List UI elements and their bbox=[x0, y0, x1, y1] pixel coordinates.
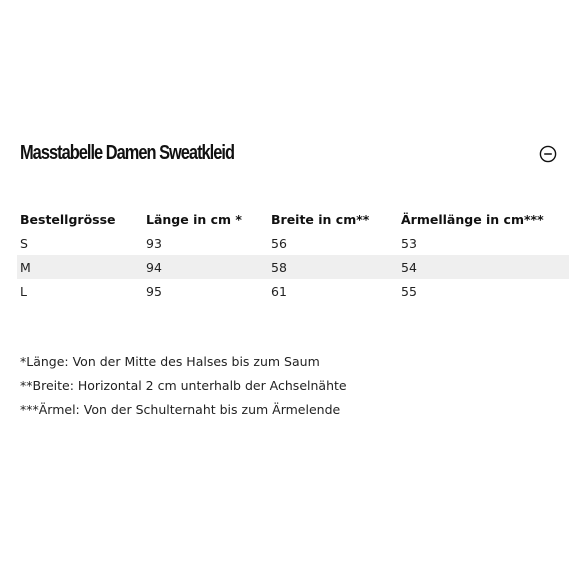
header-sleeve-length: Ärmellänge in cm*** bbox=[401, 211, 544, 227]
header-order-size: Bestellgrösse bbox=[20, 211, 116, 227]
footnote-length: *Länge: Von der Mitte des Halses bis zum Saum bbox=[20, 354, 320, 369]
header-width: Breite in cm** bbox=[271, 211, 370, 227]
cell-width: 58 bbox=[268, 255, 398, 279]
size-table bbox=[17, 207, 569, 303]
footnotes bbox=[20, 350, 347, 422]
cell-length: 94 bbox=[143, 255, 268, 279]
table-row bbox=[17, 255, 569, 279]
cell-sleeve: 54 bbox=[398, 255, 569, 279]
cell-width: 56 bbox=[271, 235, 287, 251]
cell-sleeve: 55 bbox=[401, 283, 417, 299]
minus-circle-icon[interactable] bbox=[539, 145, 557, 163]
cell-size: L bbox=[20, 283, 27, 299]
table-row bbox=[17, 279, 569, 303]
collapse-button[interactable] bbox=[539, 145, 557, 163]
cell-size: M bbox=[17, 255, 143, 279]
cell-size: S bbox=[20, 235, 28, 251]
table-row bbox=[17, 231, 569, 255]
footnote-sleeve: ***Ärmel: Von der Schulternaht bis zum Ärmelende bbox=[20, 402, 341, 417]
cell-length: 93 bbox=[146, 235, 162, 251]
cell-sleeve: 53 bbox=[401, 235, 417, 251]
header-length: Länge in cm * bbox=[146, 211, 242, 227]
section-title: Masstabelle Damen Sweatkleid bbox=[20, 142, 235, 164]
cell-width: 61 bbox=[271, 283, 287, 299]
table-header-row bbox=[17, 207, 569, 231]
cell-length: 95 bbox=[146, 283, 162, 299]
footnote-width: **Breite: Horizontal 2 cm unterhalb der Achselnähte bbox=[20, 378, 347, 393]
